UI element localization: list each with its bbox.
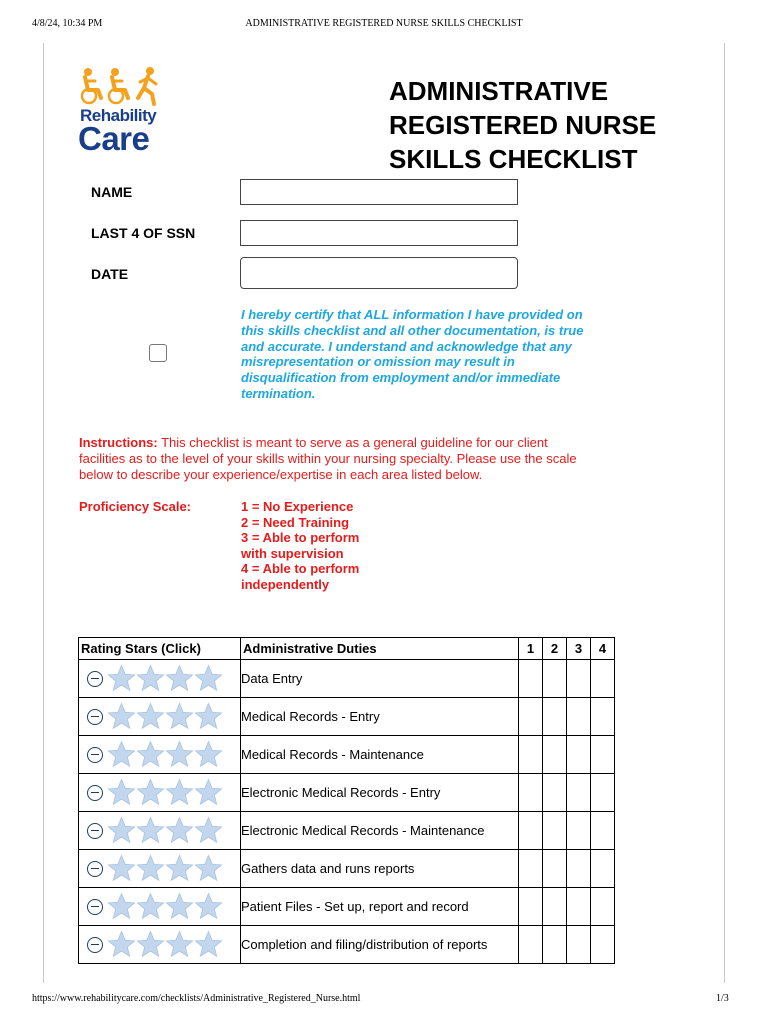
duty-label: Patient Files - Set up, report and record <box>241 888 519 926</box>
certification-line: this skills checklist and all other documentation, is true <box>241 322 584 338</box>
level-3-cell[interactable] <box>567 888 591 926</box>
rating-stars <box>79 850 240 887</box>
level-2-cell[interactable] <box>543 926 567 964</box>
star-icon[interactable] <box>107 854 136 883</box>
table-row <box>79 850 615 888</box>
print-url: https://www.rehabilitycare.com/checklists/Administrative_Registered_Nurse.html <box>32 993 361 1004</box>
level-3-cell[interactable] <box>567 850 591 888</box>
rating-stars <box>79 736 240 773</box>
rating-stars-cell <box>79 660 241 698</box>
level-2-header: 2 <box>543 638 567 660</box>
name-field[interactable] <box>240 179 518 205</box>
instructions <box>79 435 619 483</box>
ssn-field[interactable] <box>240 220 518 246</box>
certify-checkbox[interactable] <box>149 344 167 362</box>
star-icon[interactable] <box>136 816 165 845</box>
print-page-number: 1/3 <box>716 993 729 1004</box>
table-row <box>79 774 615 812</box>
level-4-cell[interactable] <box>591 812 615 850</box>
level-4-cell[interactable] <box>591 888 615 926</box>
level-1-cell[interactable] <box>519 736 543 774</box>
level-2-cell[interactable] <box>543 736 567 774</box>
title-line: SKILLS CHECKLIST <box>389 144 638 174</box>
star-icon[interactable] <box>194 740 223 769</box>
duties-header: Administrative Duties <box>241 638 519 660</box>
skills-table <box>78 637 615 964</box>
table-header-row <box>79 638 615 660</box>
instructions-text: below to describe your experience/expertise in each area listed below. <box>79 467 483 482</box>
level-4-cell[interactable] <box>591 774 615 812</box>
duty-label: Gathers data and runs reports <box>241 850 519 888</box>
rating-stars-cell <box>79 926 241 964</box>
star-icon[interactable] <box>107 702 136 731</box>
scale-item: 4 = Able to perform <box>241 561 360 577</box>
minus-circle-icon[interactable] <box>87 785 103 801</box>
minus-circle-icon[interactable] <box>87 671 103 687</box>
star-icon[interactable] <box>136 778 165 807</box>
level-2-cell[interactable] <box>543 888 567 926</box>
level-3-cell[interactable] <box>567 698 591 736</box>
level-3-header: 3 <box>567 638 591 660</box>
certification-line: disqualification from employment and/or immediate <box>241 370 561 386</box>
level-2-cell[interactable] <box>543 812 567 850</box>
level-3-cell[interactable] <box>567 812 591 850</box>
rating-stars-cell <box>79 812 241 850</box>
level-1-cell[interactable] <box>519 660 543 698</box>
star-icon[interactable] <box>107 778 136 807</box>
rating-stars <box>79 888 240 925</box>
star-icon[interactable] <box>165 816 194 845</box>
title-line: ADMINISTRATIVE <box>389 76 609 106</box>
level-4-cell[interactable] <box>591 736 615 774</box>
proficiency-scale-label: Proficiency Scale: <box>79 499 191 514</box>
rating-stars <box>79 660 240 697</box>
table-row <box>79 736 615 774</box>
star-icon[interactable] <box>165 740 194 769</box>
star-icon[interactable] <box>136 854 165 883</box>
star-icon[interactable] <box>107 816 136 845</box>
star-icon[interactable] <box>165 702 194 731</box>
duty-label: Data Entry <box>241 660 519 698</box>
table-row <box>79 660 615 698</box>
scale-item: 2 = Need Training <box>241 514 350 530</box>
level-1-cell[interactable] <box>519 698 543 736</box>
level-3-cell[interactable] <box>567 774 591 812</box>
scale-item: 1 = No Experience <box>241 499 354 514</box>
duty-label: Electronic Medical Records - Maintenance <box>241 812 519 850</box>
table-row <box>79 698 615 736</box>
star-icon[interactable] <box>107 930 136 959</box>
duty-label: Medical Records - Entry <box>241 698 519 736</box>
star-icon[interactable] <box>136 740 165 769</box>
people-figures-icon <box>76 66 166 108</box>
rating-stars-cell <box>79 774 241 812</box>
star-icon[interactable] <box>107 892 136 921</box>
minus-circle-icon[interactable] <box>87 899 103 915</box>
logo-word-care: Care <box>78 120 150 157</box>
certification-line: I hereby certify that ALL information I have provided on <box>241 307 583 322</box>
proficiency-scale <box>241 499 359 593</box>
star-icon[interactable] <box>194 816 223 845</box>
level-1-cell[interactable] <box>519 850 543 888</box>
duty-label: Medical Records - Maintenance <box>241 736 519 774</box>
minus-circle-icon[interactable] <box>87 747 103 763</box>
star-icon[interactable] <box>136 702 165 731</box>
scale-item: independently <box>241 576 330 592</box>
level-2-cell[interactable] <box>543 698 567 736</box>
table-row <box>79 888 615 926</box>
star-icon[interactable] <box>194 778 223 807</box>
certification-line: misrepresentation or omission may result in <box>241 354 515 370</box>
minus-circle-icon[interactable] <box>87 823 103 839</box>
date-label: DATE <box>91 266 129 282</box>
instructions-text: This checklist is meant to serve as a general guideline for our client <box>157 435 548 450</box>
certification-statement <box>241 307 621 402</box>
star-icon[interactable] <box>165 664 194 693</box>
ssn-label: LAST 4 OF SSN <box>91 225 196 241</box>
duty-label: Electronic Medical Records - Entry <box>241 774 519 812</box>
instructions-text: facilities as to the level of your skills within your nursing specialty. Please use the scale <box>79 451 577 466</box>
star-icon[interactable] <box>194 854 223 883</box>
star-icon[interactable] <box>136 930 165 959</box>
minus-circle-icon[interactable] <box>87 937 103 953</box>
level-1-cell[interactable] <box>519 926 543 964</box>
level-2-cell[interactable] <box>543 660 567 698</box>
page-border-left <box>43 43 44 983</box>
star-icon[interactable] <box>165 854 194 883</box>
star-icon[interactable] <box>107 740 136 769</box>
star-icon[interactable] <box>136 892 165 921</box>
level-4-cell[interactable] <box>591 660 615 698</box>
scale-item: with supervision <box>241 545 344 561</box>
star-icon[interactable] <box>194 702 223 731</box>
level-3-cell[interactable] <box>567 736 591 774</box>
page-border-right <box>724 43 725 983</box>
rating-stars <box>79 812 240 849</box>
level-3-cell[interactable] <box>567 926 591 964</box>
level-1-header: 1 <box>519 638 543 660</box>
level-4-header: 4 <box>591 638 615 660</box>
rating-stars-cell <box>79 698 241 736</box>
level-1-cell[interactable] <box>519 774 543 812</box>
star-icon[interactable] <box>165 930 194 959</box>
rating-stars-cell <box>79 736 241 774</box>
minus-circle-icon[interactable] <box>87 709 103 725</box>
level-4-cell[interactable] <box>591 698 615 736</box>
level-1-cell[interactable] <box>519 812 543 850</box>
rating-header: Rating Stars (Click) <box>79 638 241 660</box>
star-icon[interactable] <box>194 930 223 959</box>
table-row <box>79 926 615 964</box>
rating-stars <box>79 774 240 811</box>
instructions-label: Instructions: <box>79 435 158 450</box>
level-2-cell[interactable] <box>543 850 567 888</box>
rating-stars <box>79 698 240 735</box>
level-2-cell[interactable] <box>543 774 567 812</box>
rating-stars-cell <box>79 850 241 888</box>
name-label: NAME <box>91 184 133 200</box>
page-title <box>389 74 709 176</box>
date-field[interactable] <box>240 257 518 289</box>
star-icon[interactable] <box>194 892 223 921</box>
rating-stars-cell <box>79 888 241 926</box>
logo-word-rehability: Rehability <box>80 106 157 125</box>
print-doc-title: ADMINISTRATIVE REGISTERED NURSE SKILLS CHECKLIST <box>245 18 523 29</box>
scale-item: 3 = Able to perform <box>241 530 360 546</box>
star-icon[interactable] <box>136 664 165 693</box>
star-icon[interactable] <box>194 664 223 693</box>
title-line: REGISTERED NURSE <box>389 110 657 140</box>
certification-line: termination. <box>241 385 316 401</box>
star-icon[interactable] <box>165 778 194 807</box>
certification-line: and accurate. I understand and acknowledge that any <box>241 338 572 354</box>
level-1-cell[interactable] <box>519 888 543 926</box>
minus-circle-icon[interactable] <box>87 861 103 877</box>
table-row <box>79 812 615 850</box>
rehability-care-logo <box>76 66 166 158</box>
star-icon[interactable] <box>165 892 194 921</box>
print-datetime: 4/8/24, 10:34 PM <box>32 18 103 29</box>
duty-label: Completion and filing/distribution of reports <box>241 926 519 964</box>
level-4-cell[interactable] <box>591 850 615 888</box>
level-3-cell[interactable] <box>567 660 591 698</box>
rating-stars <box>79 926 240 963</box>
level-4-cell[interactable] <box>591 926 615 964</box>
star-icon[interactable] <box>107 664 136 693</box>
